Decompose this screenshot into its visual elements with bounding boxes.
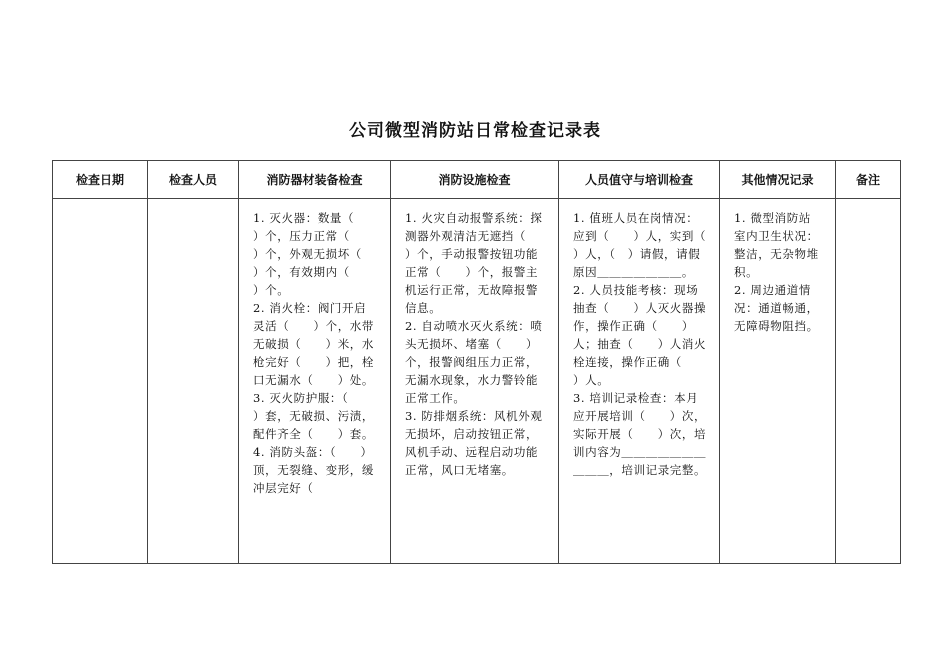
cell-inspection-date (53, 199, 148, 564)
cell-remarks (836, 199, 901, 564)
cell-inspector (148, 199, 239, 564)
header-equipment-check: 消防器材装备检查 (239, 161, 391, 199)
header-inspector: 检查人员 (148, 161, 239, 199)
cell-facility-check (391, 199, 559, 564)
table-row (53, 199, 901, 564)
cell-equipment-check (239, 199, 391, 564)
document-title: 公司微型消防站日常检查记录表 (349, 121, 601, 141)
header-other-records: 其他情况记录 (720, 161, 836, 199)
header-row (53, 161, 901, 199)
header-inspection-date: 检查日期 (53, 161, 148, 199)
cell-other-records (720, 199, 836, 564)
header-personnel-training: 人员值守与培训检查 (559, 161, 720, 199)
cell-personnel-training (559, 199, 720, 564)
equipment-check-text: 1. 灭火器：数量（ ）个，压力正常（ ）个，外观无损坏（ ）个，有效期内（ ）个。 2. 消火栓：阀门开启灵活（ ）个，水带无破损（ ）米，水枪完好（ ）把，栓口无漏水（ ）处。 3. 灭火防护服：（ ）套，无破损、污渍，配件齐全（ ）套。 4. 消防头盔：（ ）顶，无裂缝、变形，缓冲层完好（ (253, 211, 374, 495)
facility-check-text: 1. 火灾自动报警系统：探测器外观清洁无遮挡（ ）个，手动报警按钮功能正常（ ）个，报警主机运行正常，无故障报警信息。 2. 自动喷水灭火系统：喷头无损坏、堵塞（ ）个，报警阀组压力正常，无漏水现象，水力警铃能正常工作。 3. 防排烟系统：风机外观无损坏，启动按钮正常，风机手动、远程启动功能正常，风口无堵塞。 (405, 211, 543, 477)
header-remarks: 备注 (836, 161, 901, 199)
personnel-training-text: 1. 值班人员在岗情况：应到（ ）人，实到（ ）人，（ ）请假，请假原因＿＿＿＿＿＿＿。 2. 人员技能考核：现场抽查（ ）人灭火器操作，操作正确（ ）人；抽查（ ）人消火栓连接，操作正确（ ）人。 3. 培训记录检查：本月应开展培训（ ）次，实际开展（ ）次，培训内容为＿＿＿＿＿＿＿＿＿＿，培训记录完整。 (573, 211, 707, 477)
inspection-record-table (52, 160, 901, 564)
other-records-text: 1. 微型消防站室内卫生状况：整洁，无杂物堆积。 2. 周边通道情况：通道畅通，无障碍物阻挡。 (734, 211, 819, 333)
header-facility-check: 消防设施检查 (391, 161, 559, 199)
